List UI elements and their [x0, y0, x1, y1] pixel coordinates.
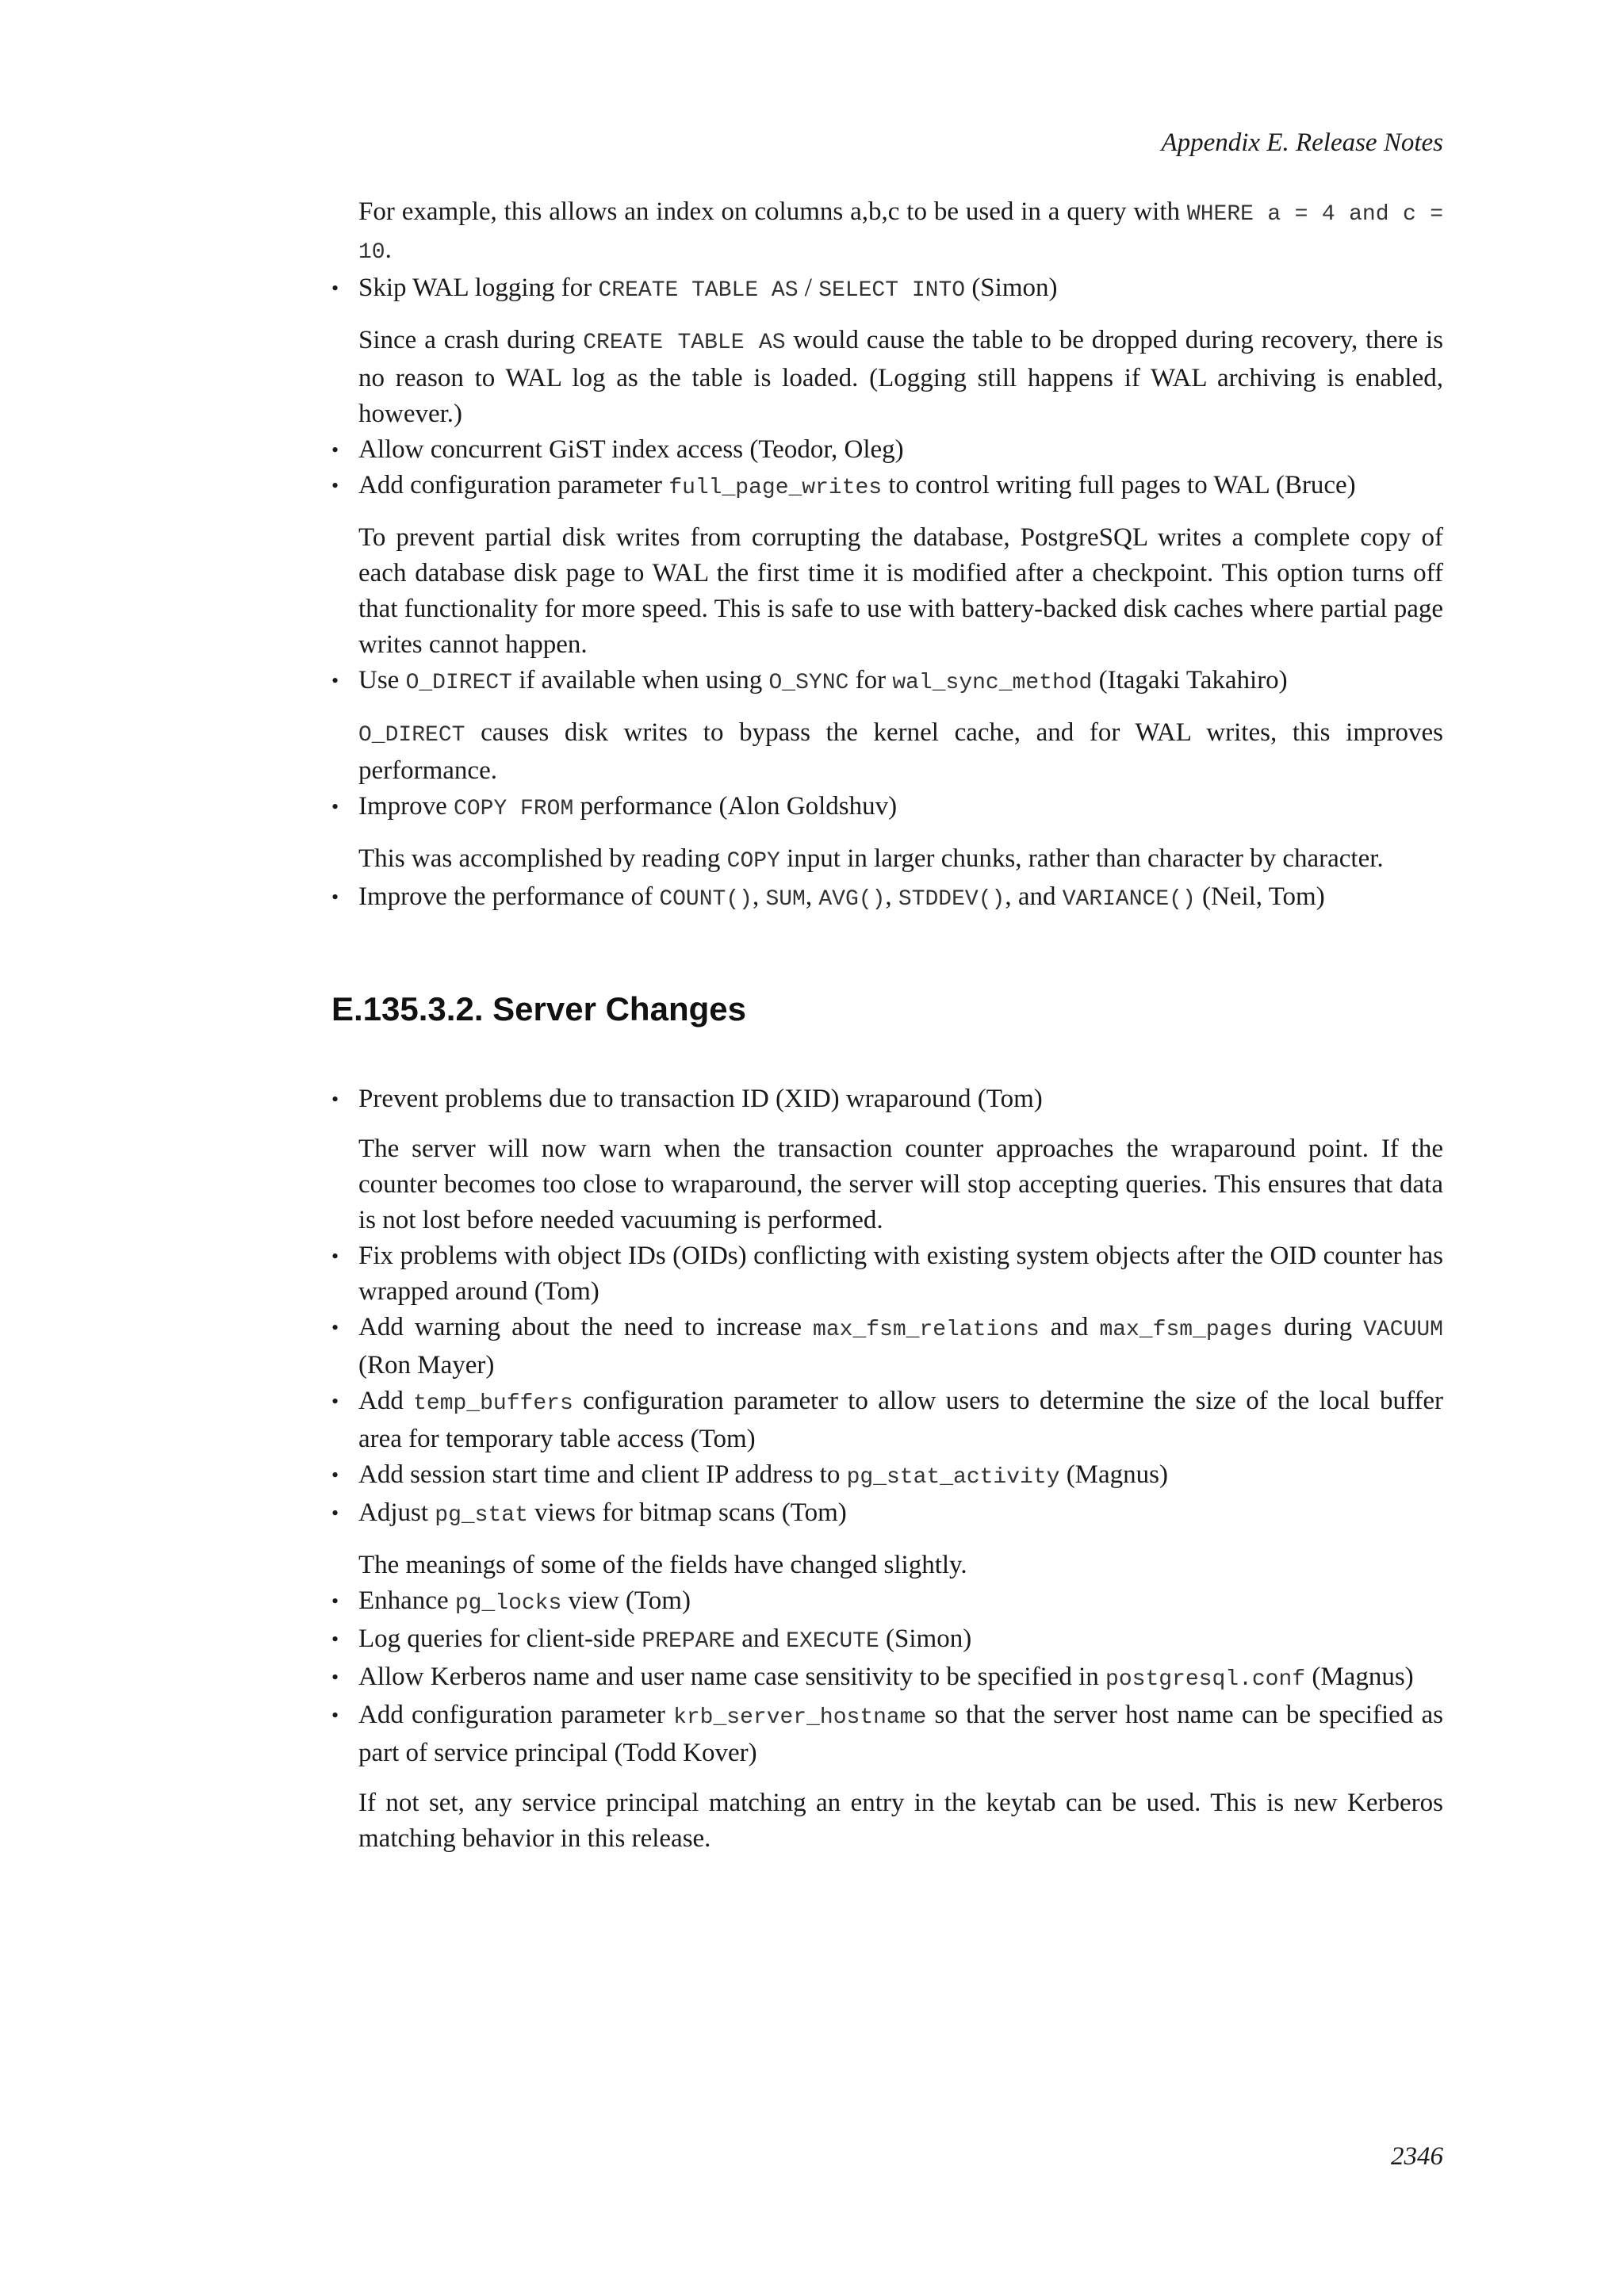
list-item [331, 432, 1443, 468]
item-note: The meanings of some of the fields have changed slightly. [358, 1551, 967, 1579]
item-note: This was accomplished by reading COPY input in larger chunks, rather than character by character. [358, 844, 1384, 874]
code-literal: WHERE a = 4 and c = 10 [358, 202, 1443, 265]
item-title: • Allow Kerberos name and user name case sensitivity to be specified in postgresql.conf (Magnus) [358, 1663, 1414, 1692]
list-item [331, 1697, 1443, 1857]
code-literal: wal_sync_method [892, 671, 1093, 695]
code-literal: VACUUM [1363, 1318, 1443, 1342]
code-literal: krb_server_hostname [673, 1705, 927, 1730]
code-literal: O_SYNC [768, 671, 849, 695]
code-literal: max_fsm_pages [1099, 1318, 1273, 1342]
item-note: If not set, any service principal matching an entry in the keytab can be used. This is new Kerberos matching behavior in this release. [358, 1789, 1443, 1853]
list-item [331, 1310, 1443, 1383]
code-literal: full_page_writes [668, 476, 883, 500]
code-literal: pg_stat [435, 1503, 528, 1528]
code-literal: COPY [726, 849, 780, 874]
page-content [331, 194, 1443, 1857]
list-item [331, 789, 1443, 879]
code-literal: PREPARE [642, 1629, 736, 1654]
item-title: • Skip WAL logging for CREATE TABLE AS / SELECT INTO (Simon) [358, 274, 1058, 303]
item-note: O_DIRECT causes disk writes to bypass the kernel cache, and for WAL writes, this improves performance. [358, 718, 1443, 785]
item-title: • Adjust pg_stat views for bitmap scans (Tom) [358, 1498, 847, 1528]
page-number: 2346 [1391, 2142, 1443, 2171]
item-title: • Add configuration parameter krb_server_hostname so that the server host name can be specified as part of service principal (Todd Kover) [358, 1701, 1443, 1767]
list-item [331, 1495, 1443, 1583]
code-literal: pg_stat_activity [846, 1465, 1060, 1490]
item-title: • Add temp_buffers configuration parameter to allow users to determine the size of the local buffer area for temporary table access (Tom) [358, 1387, 1443, 1453]
code-literal: COUNT() [659, 887, 753, 912]
item-title: • Allow concurrent GiST index access (Teodor, Oleg) [358, 435, 904, 464]
text-run: . [385, 235, 392, 264]
item-title: • Fix problems with object IDs (OIDs) conflicting with existing system objects after the OID counter has wrapped around (Tom) [358, 1242, 1443, 1306]
performance-list [331, 270, 1443, 917]
code-literal: AVG() [818, 887, 886, 912]
list-item [331, 1081, 1443, 1238]
list-item [331, 1659, 1443, 1697]
item-title: • Log queries for client-side PREPARE and EXECUTE (Simon) [358, 1624, 972, 1654]
code-literal: O_DIRECT [405, 671, 512, 695]
list-item [331, 1583, 1443, 1621]
list-item [331, 1457, 1443, 1495]
code-literal: SELECT INTO [818, 278, 966, 303]
code-literal: EXECUTE [786, 1629, 879, 1654]
code-literal: pg_locks [454, 1591, 562, 1616]
code-literal: VARIANCE() [1062, 887, 1196, 912]
section-heading: E.135.3.2. Server Changes [331, 990, 746, 1027]
item-title: • Add warning about the need to increase max_fsm_relations and max_fsm_pages during VACUUM (Ron Mayer) [358, 1313, 1443, 1380]
code-literal: temp_buffers [413, 1391, 573, 1416]
list-item [331, 1238, 1443, 1310]
server-changes-list [331, 1081, 1443, 1857]
code-literal: CREATE TABLE AS [598, 278, 799, 303]
code-literal: CREATE TABLE AS [583, 331, 786, 355]
item-title: • Enhance pg_locks view (Tom) [358, 1586, 691, 1616]
item-note: Since a crash during CREATE TABLE AS would cause the table to be dropped during recovery, there is no reason to WAL log as the table is loaded. (Logging still happens if WAL archiving is enabled, however.) [358, 326, 1443, 428]
text-run: For example, this allows an index on columns a,b,c to be used in a query with [358, 197, 1187, 226]
intro-paragraph [358, 194, 1443, 270]
item-title: • Improve COPY FROM performance (Alon Goldshuv) [358, 792, 898, 821]
list-item [331, 1621, 1443, 1659]
code-literal: COPY FROM [454, 797, 574, 821]
item-title: • Add configuration parameter full_page_writes to control writing full pages to WAL (Bruce) [358, 471, 1356, 500]
list-item [331, 270, 1443, 432]
list-item [331, 879, 1443, 917]
item-title: • Use O_DIRECT if available when using O_SYNC for wal_sync_method (Itagaki Takahiro) [358, 666, 1288, 695]
item-title: • Add session start time and client IP address to pg_stat_activity (Magnus) [358, 1460, 1168, 1490]
item-title: • Prevent problems due to transaction ID (XID) wraparound (Tom) [358, 1085, 1043, 1113]
item-note: To prevent partial disk writes from corrupting the database, PostgreSQL writes a complete copy of each database disk page to WAL the first time it is modified after a checkpoint. This option turns off that functionality for more speed. This is safe to use with battery-backed disk caches where partial page writes cannot happen. [358, 523, 1443, 659]
code-literal: SUM [765, 887, 806, 912]
code-literal: max_fsm_relations [813, 1318, 1040, 1342]
code-literal: postgresql.conf [1105, 1667, 1306, 1692]
list-item [331, 468, 1443, 663]
item-title: • Improve the performance of COUNT(), SUM, AVG(), STDDEV(), and VARIANCE() (Neil, Tom) [358, 882, 1325, 912]
code-literal: STDDEV() [898, 887, 1005, 912]
running-header: Appendix E. Release Notes [1161, 128, 1443, 157]
item-note: The server will now warn when the transaction counter approaches the wraparound point. If the counter becomes too close to wraparound, the server will stop accepting queries. This ensures that data is not lost before needed vacuuming is performed. [358, 1135, 1443, 1234]
list-item [331, 1383, 1443, 1457]
list-item [331, 663, 1443, 789]
code-literal: O_DIRECT [358, 723, 465, 748]
